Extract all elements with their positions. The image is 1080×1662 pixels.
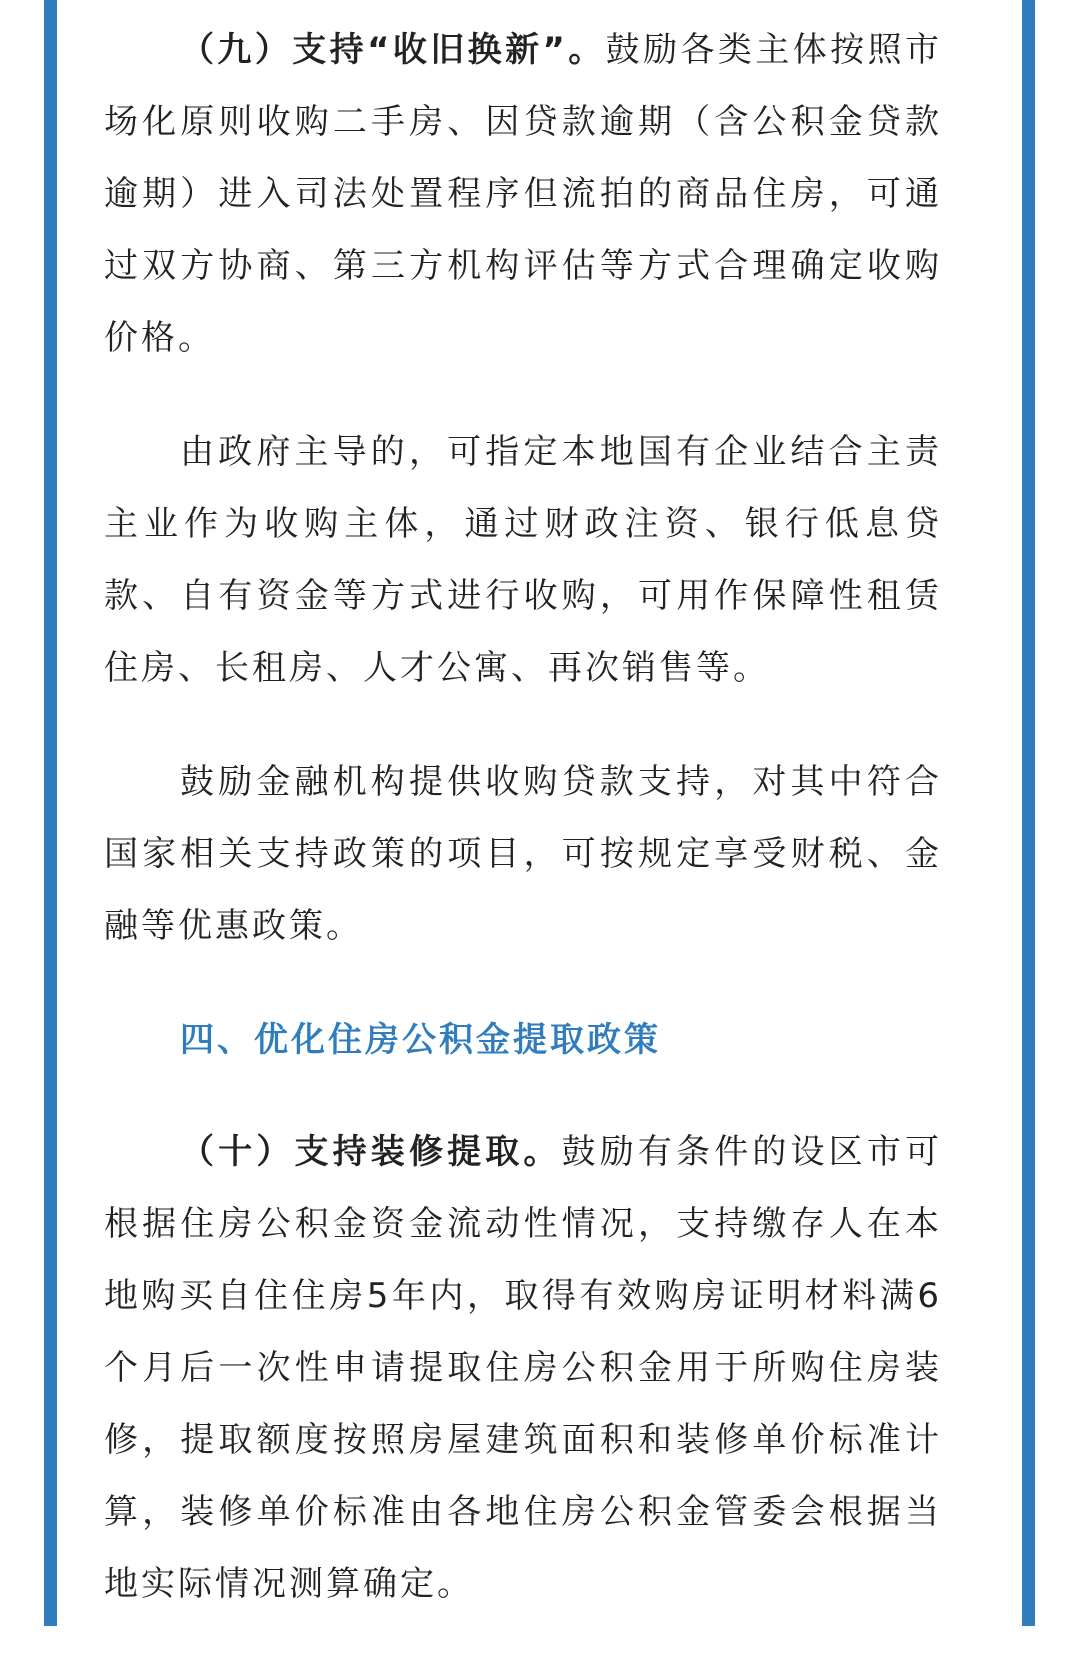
paragraph-government-led: 由政府主导的，可指定本地国有企业结合主责主业作为收购主体，通过财政注资、银行低息贷款、自有资金等方式进行收购，可用作保障性租赁住房、长租房、人才公寓、再次销售等。 xyxy=(104,432,942,688)
paragraph-item-10-lead: （十）支持装修提取。 xyxy=(180,1132,562,1172)
right-frame-border xyxy=(1022,0,1035,1626)
paragraph-financial-support: 鼓励金融机构提供收购贷款支持，对其中符合国家相关支持政策的项目，可按规定享受财税、金融等优惠政策。 xyxy=(104,762,942,946)
section-4-heading: 四、优化住房公积金提取政策 xyxy=(180,1020,661,1060)
paragraph-item-10-body: 鼓励有条件的设区市可根据住房公积金资金流动性情况，支持缴存人在本地购买自住住房5年内，取得有效购房证明材料满6个月后一次性申请提取住房公积金用于所购住房装修，提取额度按照房屋建筑面积和装修单价标准计算，装修单价标准由各地住房公积金管委会根据当地实际情况测算确定。 xyxy=(104,1132,942,1604)
paragraph-item-9-lead: （九）支持“收旧换新”。 xyxy=(180,30,606,70)
paragraph-item-9-body: 鼓励各类主体按照市场化原则收购二手房、因贷款逾期（含公积金贷款逾期）进入司法处置程序但流拍的商品住房，可通过双方协商、第三方机构评估等方式合理确定收购价格。 xyxy=(104,30,942,358)
left-frame-border xyxy=(44,0,57,1626)
paragraph-item-9 xyxy=(104,14,942,374)
paragraph-item-10 xyxy=(104,1116,942,1620)
article-body xyxy=(104,14,942,1662)
